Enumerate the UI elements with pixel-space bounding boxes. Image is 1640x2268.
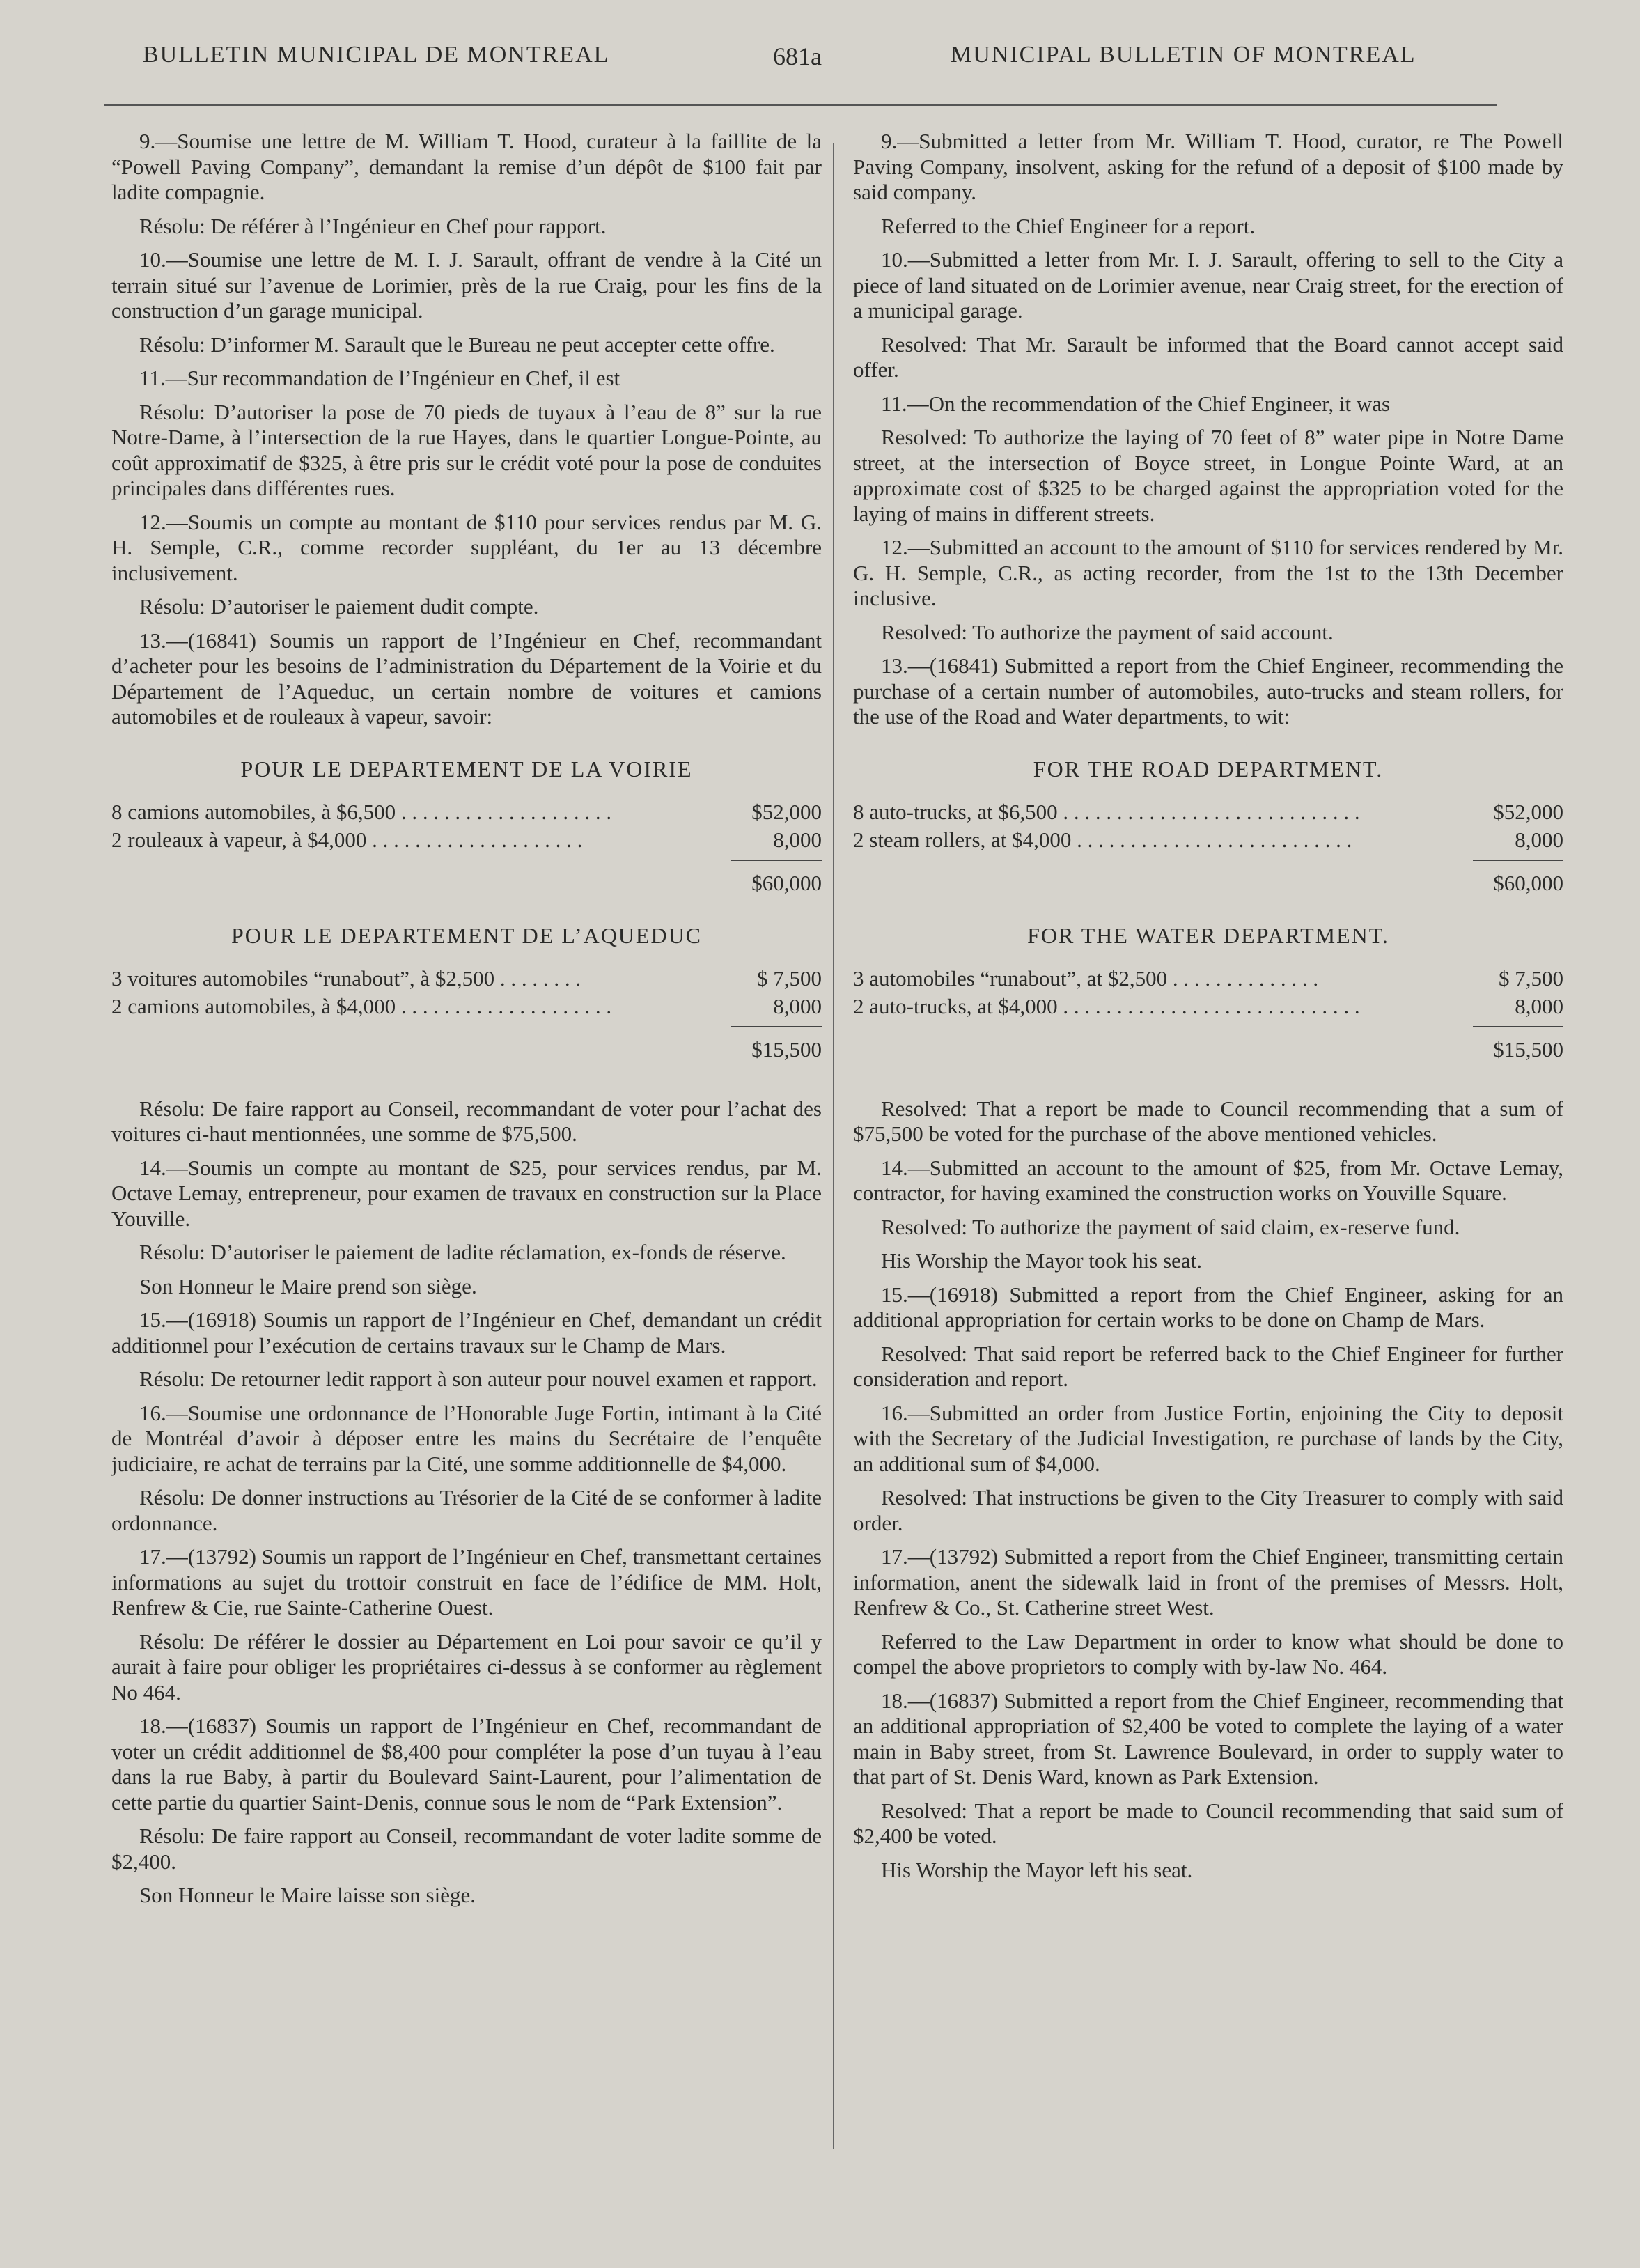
line-item-desc: 2 steam rollers, at $4,000 . . . . . . . . . . . . . . . . . . . . . . . . . .: [853, 828, 1352, 852]
water-items-table: [853, 966, 1563, 1063]
line-item: [111, 828, 822, 855]
item-18-resolution: Resolved: That a report be made to Council recommending that said sum of $2,400 be voted.: [853, 1798, 1563, 1848]
item-17-resolution: Referred to the Law Department in order to know what should be done to compel the above proprietors to comply with by-law No. 464.: [853, 1629, 1563, 1679]
line-item-desc: 2 auto-trucks, at $4,000 . . . . . . . . . . . . . . . . . . . . . . . . . . . .: [853, 994, 1360, 1018]
item-18-resolution: Résolu: De faire rapport au Conseil, recommandant de voter ladite somme de $2,400.: [111, 1824, 822, 1874]
line-item: [853, 800, 1563, 828]
line-item: [111, 994, 822, 1022]
item-18-text: 18.—(16837) Soumis un rapport de l’Ingénieur en Chef, recommandant de voter un crédit additionnel de $8,400 pour compléter la pose d’un tuyau à l’eau dans la rue Baby, à partir du Boulevard Saint-Laurent, pour l’alimentation de cette partie du quartier Saint-Denis, connue sous le nom de “Park Extension”.: [111, 1714, 822, 1815]
item-10-resolution: Resolved: That Mr. Sarault be informed that the Board cannot accept said offer.: [853, 332, 1563, 382]
item-11-resolution: Resolved: To authorize the laying of 70 feet of 8” water pipe in Notre Dame street, at the intersection of Boyce street, in Longue Pointe Ward, at an approximate cost of $325 to be charged against the appropriation voted for the laying of mains in different streets.: [853, 425, 1563, 526]
item-9-resolution: Referred to the Chief Engineer for a report.: [881, 213, 1256, 238]
section-heading-water: FOR THE WATER DEPARTMENT.: [1027, 922, 1389, 948]
road-items-table: [853, 800, 1563, 896]
item-14-resolution: Resolved: To authorize the payment of said claim, ex-reserve fund.: [881, 1214, 1460, 1239]
road-total: $60,000: [731, 860, 822, 896]
item-17-resolution: Résolu: De référer le dossier au Département en Loi pour savoir ce qu’il y aurait à faire pour obliger les propriétaires ci-dessus à se conformer au règlement No 464.: [111, 1629, 822, 1704]
french-column: [111, 129, 822, 1917]
mayor-note: Son Honneur le Maire prend son siège.: [139, 1273, 477, 1298]
item-18-text: 18.—(16837) Submitted a report from the Chief Engineer, recommending that an additional appropriation of $2,400 be voted to complete the laying of a water main in Baby street, from St. Lawrence Boulevard, in order to supply water to that part of St. Denis Ward, known as Park Extension.: [853, 1688, 1563, 1789]
item-12-resolution: Resolved: To authorize the payment of said account.: [881, 619, 1334, 644]
column-divider: [833, 143, 834, 2149]
item-17-text: 17.—(13792) Submitted a report from the Chief Engineer, transmitting certain information, anent the sidewalk laid in front of the premises of Messrs. Holt, Renfrew & Co., St. Catherine street West.: [853, 1544, 1563, 1620]
line-item-desc: 8 camions automobiles, à $6,500 . . . . . . . . . . . . . . . . . . . .: [111, 800, 612, 824]
road-total: $60,000: [1473, 860, 1563, 896]
item-10-text: 10.—Soumise une lettre de M. I. J. Sarault, offrant de vendre à la Cité un terrain situé sur l’avenue de Lorimier, près de la rue Craig, pour les fins de la construction d’un garage municipal.: [111, 247, 822, 323]
line-item-desc: 8 auto-trucks, at $6,500 . . . . . . . . . . . . . . . . . . . . . . . . . . . .: [853, 800, 1360, 824]
line-item-amount: $ 7,500: [1499, 966, 1563, 991]
item-16-resolution: Resolved: That instructions be given to the City Treasurer to comply with said order.: [853, 1485, 1563, 1535]
item-14-text: 14.—Soumis un compte au montant de $25, pour services rendus, par M. Octave Lemay, entrepreneur, pour examen de travaux en construction sur la Place Youville.: [111, 1155, 822, 1231]
item-16-resolution: Résolu: De donner instructions au Trésorier de la Cité de se conformer à ladite ordonnance.: [111, 1485, 822, 1535]
mayor-note: His Worship the Mayor left his seat.: [881, 1857, 1193, 1882]
line-item: [111, 800, 822, 828]
item-17-text: 17.—(13792) Soumis un rapport de l’Ingénieur en Chef, transmettant certaines informations au sujet du trottoir construit en face de l’édifice de MM. Holt, Renfrew & Cie, rue Sainte-Catherine Ouest.: [111, 1544, 822, 1620]
page-number: 681a: [773, 42, 822, 70]
line-item-amount: $52,000: [751, 800, 822, 824]
line-item-amount: $ 7,500: [757, 966, 822, 991]
section-heading-road: POUR LE DEPARTEMENT DE LA VOIRIE: [240, 756, 693, 782]
item-9-text: 9.—Submitted a letter from Mr. William T. Hood, curator, re The Powell Paving Company, insolvent, asking for the refund of a deposit of $100 made by said company.: [853, 129, 1563, 204]
line-item-desc: 3 voitures automobiles “runabout”, à $2,500 . . . . . . . .: [111, 966, 581, 991]
mayor-note: Son Honneur le Maire laisse son siège.: [139, 1883, 476, 1907]
item-11-text: 11.—Sur recommandation de l’Ingénieur en Chef, il est: [139, 366, 620, 390]
header-left-title: BULLETIN MUNICIPAL DE MONTREAL: [143, 42, 610, 68]
road-items-table: [111, 800, 822, 896]
section-heading-water: POUR LE DEPARTEMENT DE L’AQUEDUC: [231, 922, 703, 948]
line-item-desc: 2 rouleaux à vapeur, à $4,000 . . . . . . . . . . . . . . . . . . . .: [111, 828, 583, 852]
water-total: $15,500: [1473, 1026, 1563, 1063]
item-13-text: 13.—(16841) Submitted a report from the Chief Engineer, recommending the purchase of a certain number of automobiles, auto-trucks and steam rollers, for the use of the Road and Water departments, to wit:: [853, 653, 1563, 729]
line-item: [853, 966, 1563, 994]
item-12-text: 12.—Submitted an account to the amount of $110 for services rendered by Mr. G. H. Semple, C.R., as acting recorder, from the 1st to the 13th December inclusive.: [853, 535, 1563, 610]
item-12-resolution: Résolu: D’autoriser le paiement dudit compte.: [139, 594, 539, 619]
line-item-desc: 2 camions automobiles, à $4,000 . . . . . . . . . . . . . . . . . . . .: [111, 994, 612, 1018]
line-item-amount: 8,000: [773, 994, 822, 1018]
item-13-resolution: Resolved: That a report be made to Council recommending that a sum of $75,500 be voted for the purchase of the above mentioned vehicles.: [853, 1096, 1563, 1146]
water-items-table: [111, 966, 822, 1063]
item-10-resolution: Résolu: D’informer M. Sarault que le Bureau ne peut accepter cette offre.: [139, 332, 775, 357]
item-9-resolution: Résolu: De référer à l’Ingénieur en Chef pour rapport.: [139, 213, 607, 238]
item-10-text: 10.—Submitted a letter from Mr. I. J. Sarault, offering to sell to the City a piece of land situated on de Lorimier avenue, near Craig street, for the erection of a municipal garage.: [853, 247, 1563, 323]
item-15-text: 15.—(16918) Submitted a report from the Chief Engineer, asking for an additional appropriation for certain works to be done on Champ de Mars.: [853, 1282, 1563, 1332]
line-item-amount: $52,000: [1493, 800, 1563, 824]
item-14-text: 14.—Submitted an account to the amount of $25, from Mr. Octave Lemay, contractor, for having examined the construction works on Youville Square.: [853, 1155, 1563, 1205]
mayor-note: His Worship the Mayor took his seat.: [881, 1248, 1203, 1273]
section-heading-road: FOR THE ROAD DEPARTMENT.: [1033, 756, 1384, 782]
line-item: [853, 828, 1563, 855]
line-item-amount: 8,000: [1515, 828, 1563, 852]
line-item: [111, 966, 822, 994]
item-16-text: 16.—Submitted an order from Justice Fortin, enjoining the City to deposit with the Secretary of the Judicial Investigation, re purchase of lands by the City, an additional sum of $4,000.: [853, 1400, 1563, 1476]
line-item: [853, 994, 1563, 1022]
item-12-text: 12.—Soumis un compte au montant de $110 pour services rendus par M. G. H. Semple, C.R., comme recorder suppléant, du 1er au 13 décembre inclusivement.: [111, 509, 822, 585]
item-11-text: 11.—On the recommendation of the Chief Engineer, it was: [881, 391, 1391, 416]
item-11-resolution: Résolu: D’autoriser la pose de 70 pieds de tuyaux à l’eau de 8” sur la rue Notre-Dame, à l’intersection de la rue Hayes, dans le quartier Longue-Pointe, au coût approximatif de $325, à être pris sur le crédit voté pour la pose de conduites principales dans différentes rues.: [111, 399, 822, 500]
item-16-text: 16.—Soumise une ordonnance de l’Honorable Juge Fortin, intimant à la Cité de Montréal d’avoir à déposer entre les mains du Secrétaire de l’enquête judiciaire, re achat de terrains par la Cité, une somme additionnelle de $4,000.: [111, 1400, 822, 1476]
item-15-resolution: Résolu: De retourner ledit rapport à son auteur pour nouvel examen et rapport.: [139, 1367, 818, 1391]
item-13-resolution: Résolu: De faire rapport au Conseil, recommandant de voter pour l’achat des voitures ci-haut mentionnées, une somme de $75,500.: [111, 1096, 822, 1146]
line-item-desc: 3 automobiles “runabout”, at $2,500 . . . . . . . . . . . . . .: [853, 966, 1319, 991]
english-column: [853, 129, 1563, 1891]
header-right-title: MUNICIPAL BULLETIN OF MONTREAL: [951, 42, 1416, 68]
header-rule: [104, 104, 1497, 106]
item-15-resolution: Resolved: That said report be referred back to the Chief Engineer for further consideration and report.: [853, 1341, 1563, 1391]
water-total: $15,500: [731, 1026, 822, 1063]
item-14-resolution: Résolu: D’autoriser le paiement de ladite réclamation, ex-fonds de réserve.: [139, 1240, 786, 1264]
item-9-text: 9.—Soumise une lettre de M. William T. Hood, curateur à la faillite de la “Powell Paving Company”, demandant la remise d’un dépôt de $100 fait par ladite compagnie.: [111, 129, 822, 204]
item-15-text: 15.—(16918) Soumis un rapport de l’Ingénieur en Chef, demandant un crédit additionnel pour l’exécution de certains travaux sur le Champ de Mars.: [111, 1307, 822, 1358]
line-item-amount: 8,000: [773, 828, 822, 852]
item-13-text: 13.—(16841) Soumis un rapport de l’Ingénieur en Chef, recommandant d’acheter pour les besoins de l’administration du Département de la Voirie et du Département de l’Aqueduc, un certain nombre de voitures et camions automobiles et de rouleaux à vapeur, savoir:: [111, 628, 822, 729]
line-item-amount: 8,000: [1515, 994, 1563, 1018]
